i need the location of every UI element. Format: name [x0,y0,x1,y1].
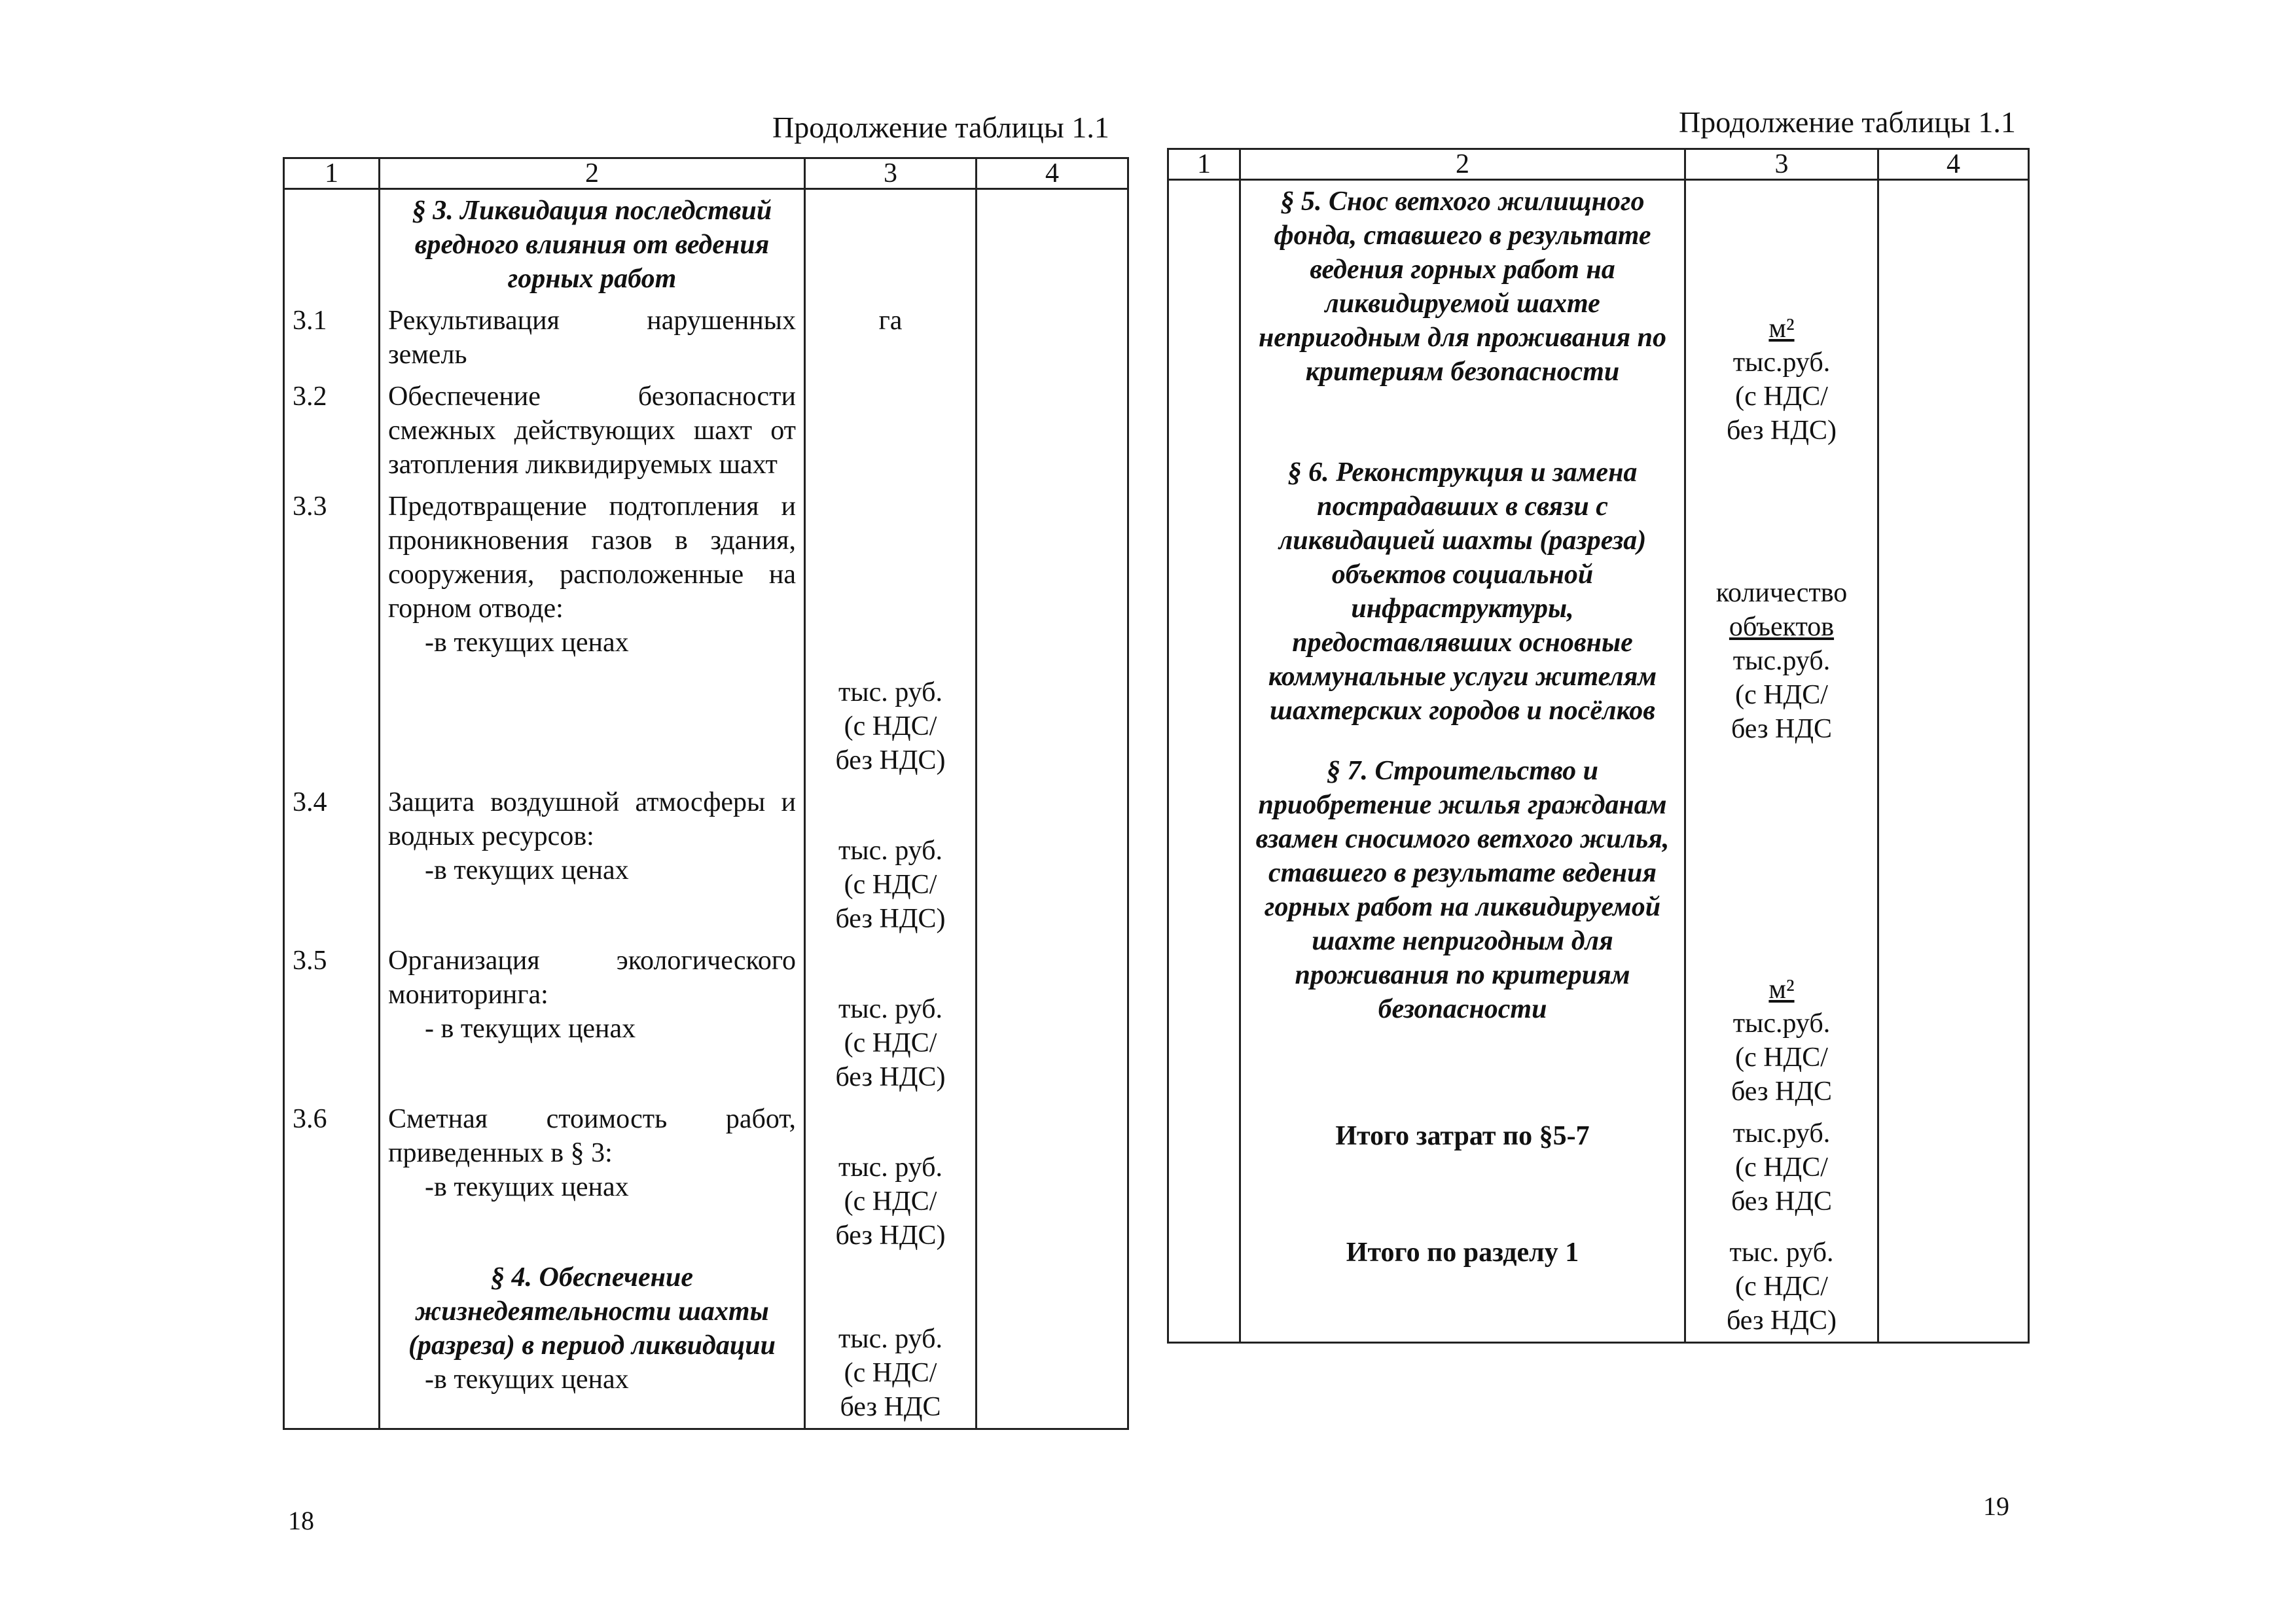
left-header-row [284,158,1128,189]
row-number: 3.3 [284,486,380,781]
unit-area: м² [1768,974,1795,1005]
section7-title: § 7. Строительство и приобретение жилья гражданам взамен сносимого ветхого жилья, ставшего в результате ведения горных работ на ликвидируемой шахте непригодным для проживания по критериям безопасности [1255,756,1670,1024]
row-unit-line: без НДС) [835,904,946,934]
row-subtext: -в текущих ценах [425,628,629,658]
right-header-col3: 3 [1685,149,1878,180]
right-total2-row [1168,1222,2029,1343]
right-section5-row [1168,180,2029,452]
row-subtext: -в текущих ценах [425,1172,629,1202]
row-unit-line: тыс.руб. [1732,348,1831,378]
row-unit-line: без НДС [1731,714,1833,744]
row-subtext: -в текущих ценах [425,855,629,885]
row-unit-line: тыс. руб. [1729,1238,1834,1268]
row-unit-line: тыс.руб. [1732,1008,1831,1039]
row-unit-line: без НДС [840,1392,941,1422]
right-section7-row [1168,750,2029,1113]
left-header-col2: 2 [380,158,805,189]
right-header-row [1168,149,2029,180]
table-row [284,781,1128,940]
row-unit-line: без НДС) [1726,416,1837,446]
left-caption: Продолжение таблицы 1.1 [772,111,1109,144]
row-unit-line: без НДС [1731,1186,1833,1217]
table-row [284,940,1128,1098]
row-text: Рекультивация нарушенных земель [388,306,796,370]
row-number: 3.4 [284,781,380,940]
row-subtext: - в текущих ценах [425,1014,636,1044]
row-unit-line: (с НДС/ [1735,680,1828,710]
row-number: 3.1 [284,300,380,376]
section4-subtext: -в текущих ценах [425,1364,629,1395]
right-header-col2: 2 [1240,149,1685,180]
table-row [284,376,1128,486]
row-unit-line: (с НДС/ [844,1358,937,1388]
table-row [284,300,1128,376]
row-unit-line: (с НДС/ [844,870,937,900]
row-unit-line: тыс.руб. [1732,1118,1831,1149]
right-table [1167,148,2030,1344]
row-unit-line: (с НДС/ [1735,382,1828,412]
left-header-col4: 4 [977,158,1128,189]
row-text: Защита воздушной атмосферы и водных ресурсов: [388,787,796,851]
right-page-number: 19 [1983,1491,2009,1521]
right-header-col4: 4 [1878,149,2029,180]
right-total1-row [1168,1113,2029,1222]
row-text: Предотвращение подтопления и проникновения газов в здания, сооружения, расположенные на горном отводе: [388,491,796,624]
row-unit-line: (с НДС/ [1735,1043,1828,1073]
left-header-col3: 3 [805,158,977,189]
row-number: 3.5 [284,940,380,1098]
row-unit-line: тыс. руб. [838,677,942,707]
row-unit-line: без НДС) [1726,1306,1837,1336]
table-row [284,486,1128,781]
row-text: Сметная стоимость работ, приведенных в § 3: [388,1104,796,1168]
row-unit-line: без НДС) [835,745,946,776]
right-caption: Продолжение таблицы 1.1 [1679,105,2016,139]
unit-objects: объектов [1729,612,1835,642]
row-unit-line: тыс.руб. [1732,646,1831,676]
row-number: 3.6 [284,1098,380,1257]
right-header-col1: 1 [1168,149,1240,180]
row-unit-line: без НДС) [835,1221,946,1251]
unit-area: м² [1768,313,1795,344]
total-sections-5-7: Итого затрат по §5-7 [1335,1121,1590,1151]
unit-count: количество [1715,578,1848,608]
row-unit-line: (с НДС/ [844,711,937,741]
row-unit-line: тыс. руб. [838,1324,942,1354]
left-page-number: 18 [288,1506,314,1535]
row-unit: га [878,306,903,336]
row-text: Обеспечение безопасности смежных действующих шахт от затопления ликвидируемых шахт [388,382,796,480]
left-table [283,157,1129,1430]
row-unit-line: тыс. руб. [838,836,942,866]
row-unit-line: без НДС) [835,1062,946,1092]
section5-title: § 5. Снос ветхого жилищного фонда, ставшего в результате ведения горных работ на ликвидируемой шахте непригодным для проживания по критериям безопасности [1258,187,1667,387]
row-unit-line: тыс. руб. [838,994,942,1024]
section4-title: § 4. Обеспечение жизнедеятельности шахты (разреза) в период ликвидации [408,1262,776,1361]
row-unit-line: (с НДС/ [844,1028,937,1058]
row-number: 3.2 [284,376,380,486]
section3-title: § 3. Ликвидация последствий вредного влияния от ведения горных работ [412,196,772,294]
left-header-col1: 1 [284,158,380,189]
total-section-1: Итого по разделу 1 [1346,1238,1579,1268]
left-section4-row [284,1257,1128,1429]
row-text: Организация экологического мониторинга: [388,946,796,1010]
row-unit-line: (с НДС/ [1735,1272,1828,1302]
section6-title: § 6. Реконструкция и замена пострадавших в связи с ликвидацией шахты (разреза) объектов социальной инфраструктуры, предоставлявших основные коммунальные услуги жителям шахтерских городов и посёлков [1268,457,1657,726]
row-unit-line: тыс. руб. [838,1152,942,1183]
row-unit-line: без НДС [1731,1077,1833,1107]
row-unit-line: (с НДС/ [1735,1152,1828,1183]
row-unit-line: (с НДС/ [844,1186,937,1217]
table-row [284,1098,1128,1257]
right-section6-row [1168,452,2029,750]
left-section3-row [284,189,1128,300]
